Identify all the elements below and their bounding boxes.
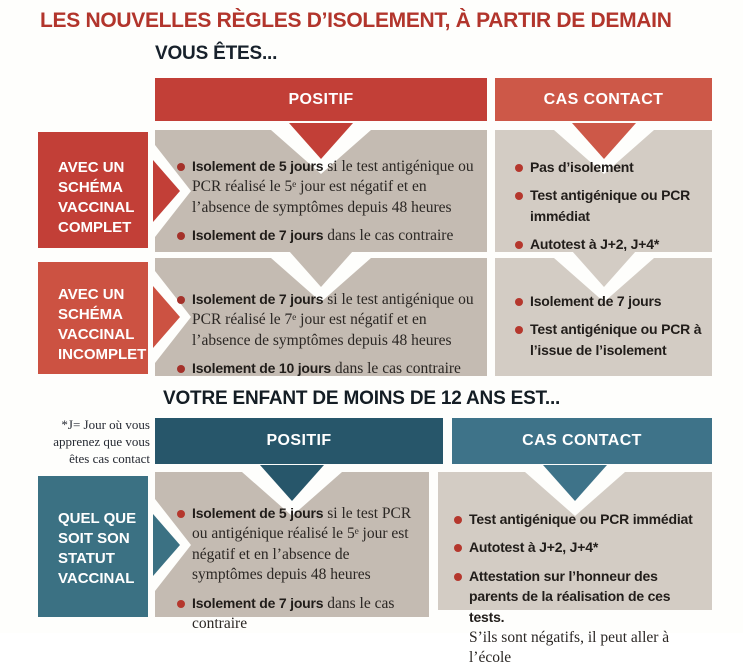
bullet-item <box>177 504 423 586</box>
bullet-regular-text: si le test PCR ou antigénique réalisé le 5ᵉ jour est négatif et en l’absence de symptômes depuis 48 heures <box>192 505 412 584</box>
column-header-cas-contact-adults: CAS CONTACT <box>495 78 712 121</box>
pointer-down-icon <box>572 123 636 159</box>
row-header-schema-incomplet: AVEC UN SCHÉMA VACCINAL INCOMPLET <box>38 262 148 374</box>
bullet-regular-text: si le test antigénique ou PCR réalisé le 7ᵉ jour est négatif et en l’absence de symptômes depuis 48 heures <box>192 291 474 349</box>
bullet-bold-text: Test antigénique ou PCR immédiat <box>469 511 693 527</box>
bullet-item <box>177 157 479 218</box>
bullet-item <box>454 510 708 530</box>
bullet-bold-text: Isolement de 7 jours <box>530 293 662 309</box>
bullet-regular-text: si le test antigénique ou PCR réalisé le 5ᵉ jour est négatif et en l’absence de symptômes depuis 48 heures <box>192 158 474 216</box>
bullet-bold-text: Autotest à J+2, J+4* <box>469 539 599 556</box>
bullet-item <box>515 292 708 312</box>
bullet-item <box>177 359 479 379</box>
footnote-j-definition: *J= Jour où vous apprenez que vous êtes cas contact <box>53 417 150 466</box>
row-header-statut-vaccinal: QUEL QUE SOIT SON STATUT VACCINAL <box>38 476 148 617</box>
cell-adults-incomplet-cas-contact <box>495 258 712 376</box>
bullet-bold-text: Isolement de 7 jours <box>192 291 324 307</box>
pointer-right-icon <box>153 160 180 222</box>
column-header-cas-contact-children: CAS CONTACT <box>452 418 712 464</box>
bullet-bold-text: Autotest à J+2, J+4* <box>530 236 660 253</box>
cell-adults-complet-positif <box>155 130 487 252</box>
bullet-bold-text: Test antigénique ou PCR à l’issue de l’isolement <box>530 321 702 358</box>
pointer-down-icon <box>572 251 636 287</box>
cell-children-cas-contact <box>438 472 712 667</box>
bullet-regular-text: dans le cas contraire <box>323 227 454 245</box>
section-adults-heading: VOUS ÊTES... <box>155 43 278 64</box>
cell-adults-complet-cas-contact <box>495 130 712 252</box>
bullet-item <box>454 538 708 558</box>
pointer-down-icon <box>289 251 353 287</box>
bullet-bold-text: Test antigénique ou PCR immédiat <box>530 187 691 224</box>
pointer-right-icon <box>153 286 180 348</box>
bullet-regular-text: dans le cas contraire <box>330 360 461 378</box>
bullet-bold-text: Isolement de 7 jours <box>192 594 324 611</box>
bullet-bold-text: Pas d’isolement <box>530 159 634 175</box>
bullet-item <box>177 594 423 635</box>
row-header-schema-complet: AVEC UN SCHÉMA VACCINAL COMPLET <box>38 132 148 248</box>
bullet-note-text: S’ils sont négatifs, il peut aller à l’école <box>469 629 670 667</box>
column-header-positif-adults: POSITIF <box>155 78 487 121</box>
bullet-item <box>454 567 708 668</box>
bullet-item <box>515 320 708 361</box>
pointer-down-icon <box>260 465 324 501</box>
bullet-bold-text: Isolement de 7 jours <box>192 227 324 244</box>
bullet-item <box>515 186 708 227</box>
column-header-positif-children: POSITIF <box>155 418 443 464</box>
bullet-item <box>177 226 479 246</box>
cell-adults-incomplet-positif <box>155 258 487 376</box>
bullet-regular-text: dans le cas contraire <box>192 594 395 633</box>
cell-children-positif <box>155 472 429 633</box>
page-title: LES NOUVELLES RÈGLES D’ISOLEMENT, À PARTIR DE DEMAIN <box>40 9 672 32</box>
section-children-heading: VOTRE ENFANT DE MOINS DE 12 ANS EST... <box>163 388 561 409</box>
pointer-down-icon <box>289 123 353 159</box>
bullet-item <box>515 158 708 178</box>
pointer-down-icon <box>543 465 607 501</box>
bullet-bold-text: Isolement de 10 jours <box>192 360 331 377</box>
bullet-bold-text: Attestation sur l’honneur des parents de la réalisation de ces tests. <box>469 567 671 625</box>
bullet-bold-text: Isolement de 5 jours <box>192 505 324 521</box>
bullet-bold-text: Isolement de 5 jours <box>192 158 324 174</box>
pointer-right-icon <box>153 514 180 576</box>
bullet-item <box>177 290 479 351</box>
